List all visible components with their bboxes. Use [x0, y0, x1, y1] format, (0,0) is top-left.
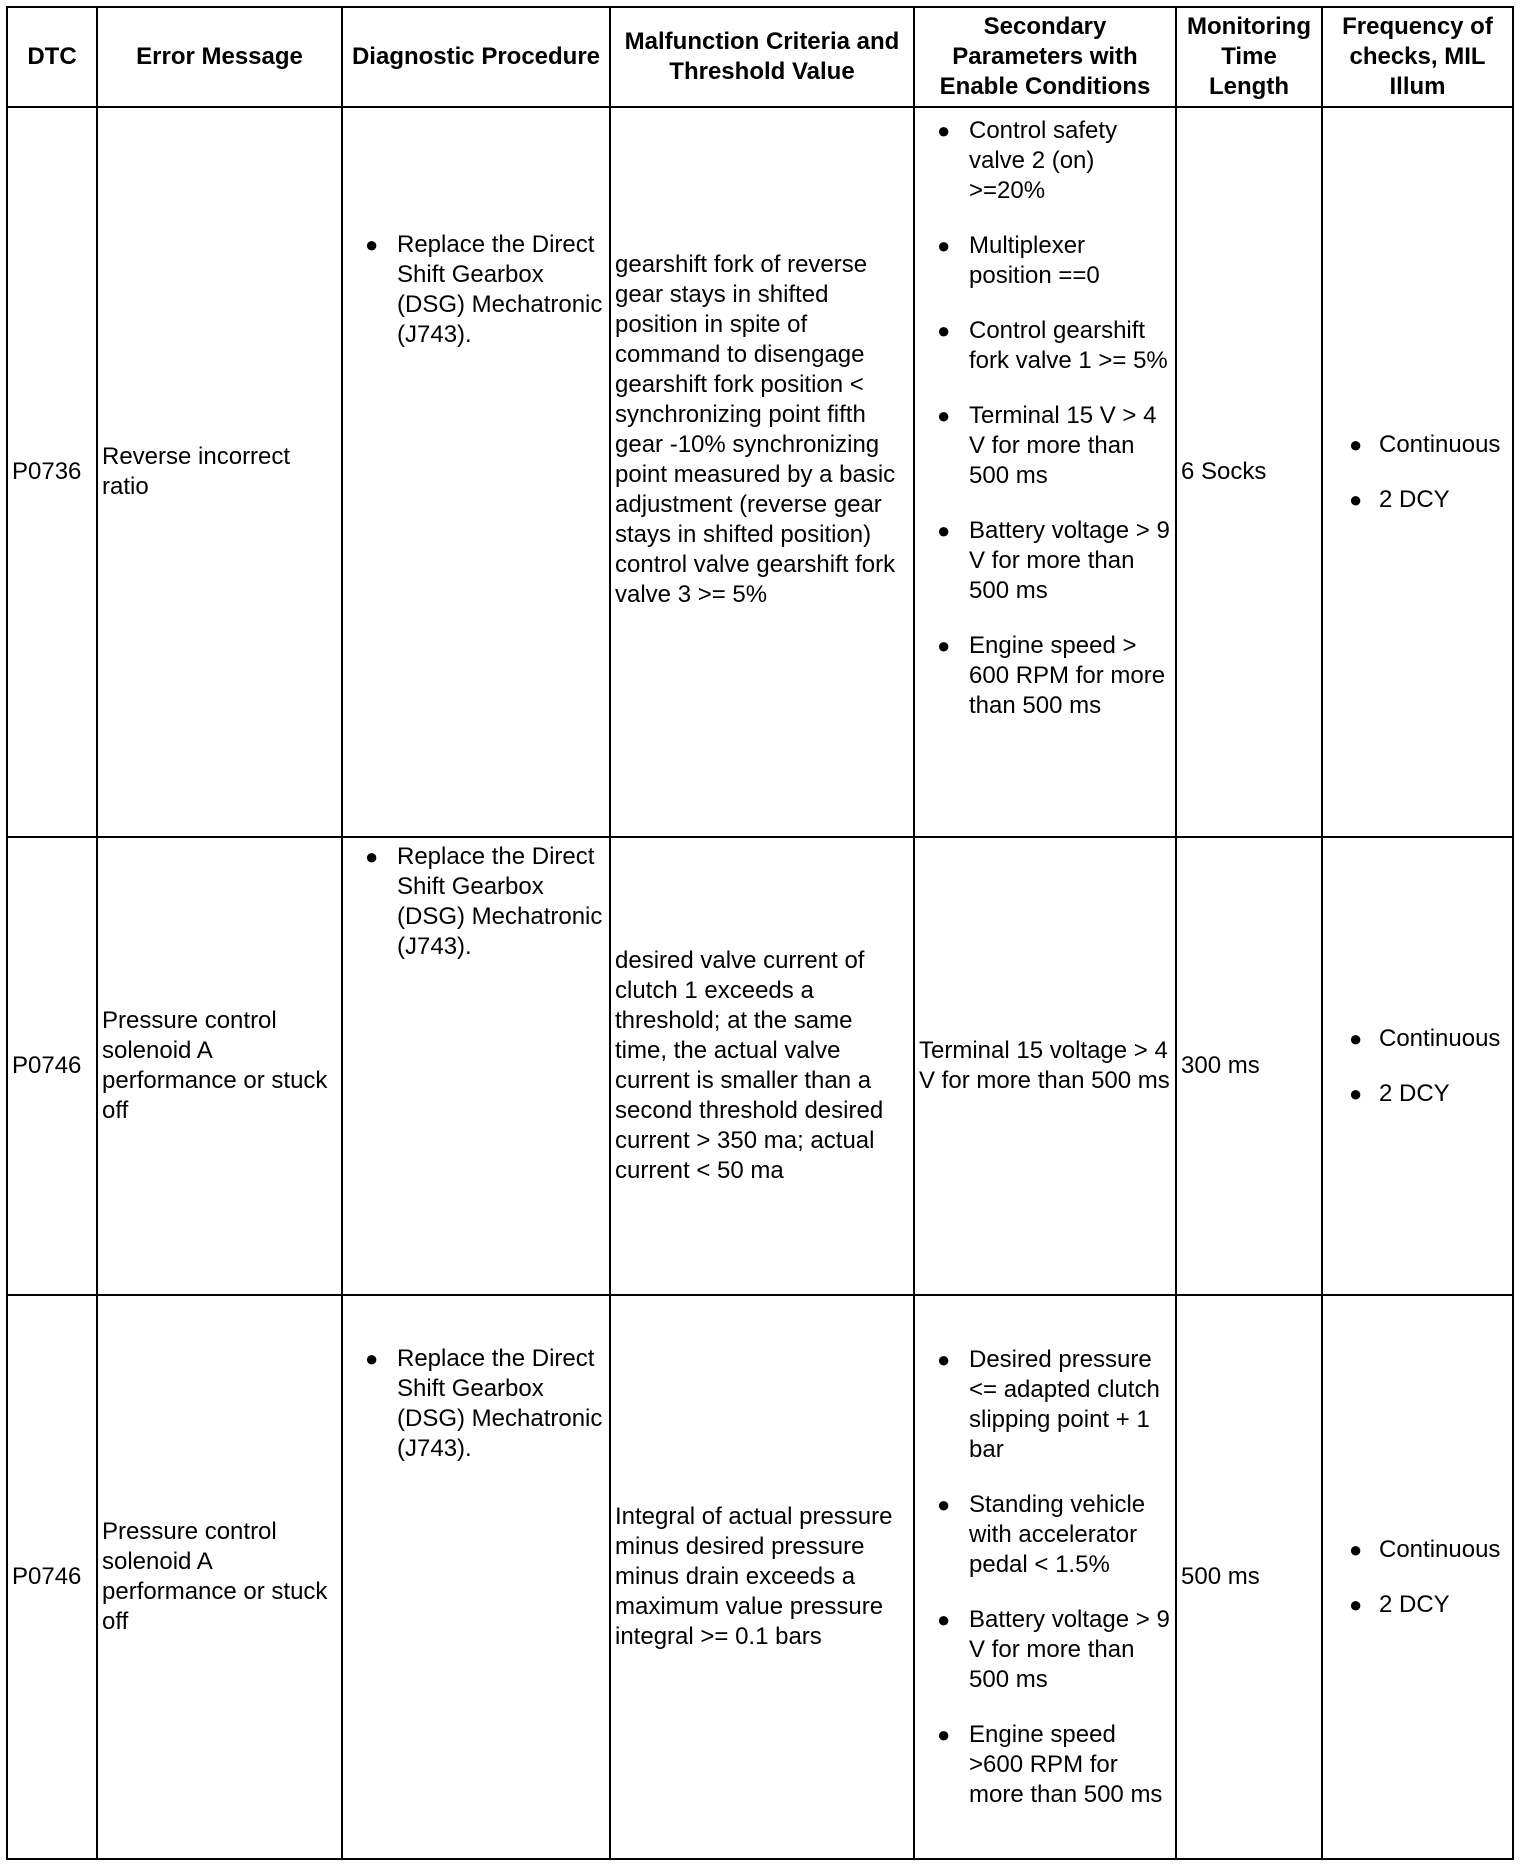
secondary-parameters-list [919, 116, 1171, 721]
header-secondary-parameters: Secondary Parameters with Enable Conditions [914, 7, 1176, 107]
list-item: ● 2 DCY [1327, 1590, 1508, 1620]
frequency-cell [1322, 1295, 1513, 1859]
malfunction-criteria-cell: Integral of actual pressure minus desired pressure minus drain exceeds a maximum value pressure integral >= 0.1 bars [610, 1295, 914, 1859]
diagnostic-procedure-cell [342, 107, 610, 837]
dtc-cell: P0736 [7, 107, 97, 837]
list-item: ● Multiplexer position ==0 [919, 231, 1171, 291]
list-item: ● Engine speed >600 RPM for more than 500 ms [919, 1720, 1171, 1810]
list-item: ● Engine speed > 600 RPM for more than 500 ms [919, 631, 1171, 721]
header-malfunction-criteria: Malfunction Criteria and Threshold Value [610, 7, 914, 107]
malfunction-criteria-cell: desired valve current of clutch 1 exceeds a threshold; at the same time, the actual valve current is smaller than a second threshold desired current > 350 ma; actual current < 50 ma [610, 837, 914, 1295]
header-dtc: DTC [7, 7, 97, 107]
list-item: ● Continuous [1327, 430, 1508, 460]
secondary-parameters-cell [914, 107, 1176, 837]
malfunction-criteria-cell: gearshift fork of reverse gear stays in shifted position in spite of command to disengage gearshift fork position < synchronizing point fifth gear -10% synchronizing point measured by a basic adjustment (reverse gear stays in shifted position) control valve gearshift fork valve 3 >= 5% [610, 107, 914, 837]
frequency-cell [1322, 107, 1513, 837]
list-item: ● Standing vehicle with accelerator pedal < 1.5% [919, 1490, 1171, 1580]
diagnostic-procedure-cell [342, 837, 610, 1295]
list-item: ● Battery voltage > 9 V for more than 500 ms [919, 1605, 1171, 1695]
list-item: ● 2 DCY [1327, 485, 1508, 515]
dtc-table [6, 6, 1514, 1860]
diagnostic-procedure-cell [342, 1295, 610, 1859]
list-item: ● 2 DCY [1327, 1079, 1508, 1109]
header-error-message: Error Message [97, 7, 342, 107]
frequency-cell [1322, 837, 1513, 1295]
error-message-cell: Pressure control solenoid A performance or stuck off [97, 1295, 342, 1859]
header-monitoring-time: Monitoring Time Length [1176, 7, 1322, 107]
list-item: ● Replace the Direct Shift Gearbox (DSG) Mechatronic (J743). [347, 842, 605, 962]
table-row [7, 1295, 1513, 1859]
dtc-cell: P0746 [7, 1295, 97, 1859]
frequency-list [1327, 1024, 1508, 1109]
table-row [7, 107, 1513, 837]
diagnostic-procedure-list [347, 1344, 605, 1464]
list-item: ● Control gearshift fork valve 1 >= 5% [919, 316, 1171, 376]
list-item: ● Continuous [1327, 1535, 1508, 1565]
list-item: ● Desired pressure <= adapted clutch slipping point + 1 bar [919, 1345, 1171, 1465]
list-item: ● Control safety valve 2 (on) >=20% [919, 116, 1171, 206]
dtc-cell: P0746 [7, 837, 97, 1295]
frequency-list [1327, 1535, 1508, 1620]
error-message-cell: Pressure control solenoid A performance or stuck off [97, 837, 342, 1295]
monitoring-time-cell: 6 Socks [1176, 107, 1322, 837]
monitoring-time-cell: 300 ms [1176, 837, 1322, 1295]
secondary-parameters-list [919, 1345, 1171, 1810]
monitoring-time-cell: 500 ms [1176, 1295, 1322, 1859]
diagnostic-procedure-list [347, 230, 605, 350]
diagnostic-procedure-list [347, 842, 605, 962]
table-row [7, 837, 1513, 1295]
list-item: ● Continuous [1327, 1024, 1508, 1054]
list-item: ● Terminal 15 V > 4 V for more than 500 ms [919, 401, 1171, 491]
list-item: ● Battery voltage > 9 V for more than 500 ms [919, 516, 1171, 606]
list-item: ● Replace the Direct Shift Gearbox (DSG) Mechatronic (J743). [347, 1344, 605, 1464]
error-message-cell: Reverse incorrect ratio [97, 107, 342, 837]
frequency-list [1327, 430, 1508, 515]
secondary-parameters-cell [914, 1295, 1176, 1859]
header-frequency: Frequency of checks, MIL Illum [1322, 7, 1513, 107]
list-item: ● Replace the Direct Shift Gearbox (DSG) Mechatronic (J743). [347, 230, 605, 350]
header-row [7, 7, 1513, 107]
secondary-parameters-cell: Terminal 15 voltage > 4 V for more than 500 ms [914, 837, 1176, 1295]
header-diagnostic-procedure: Diagnostic Procedure [342, 7, 610, 107]
